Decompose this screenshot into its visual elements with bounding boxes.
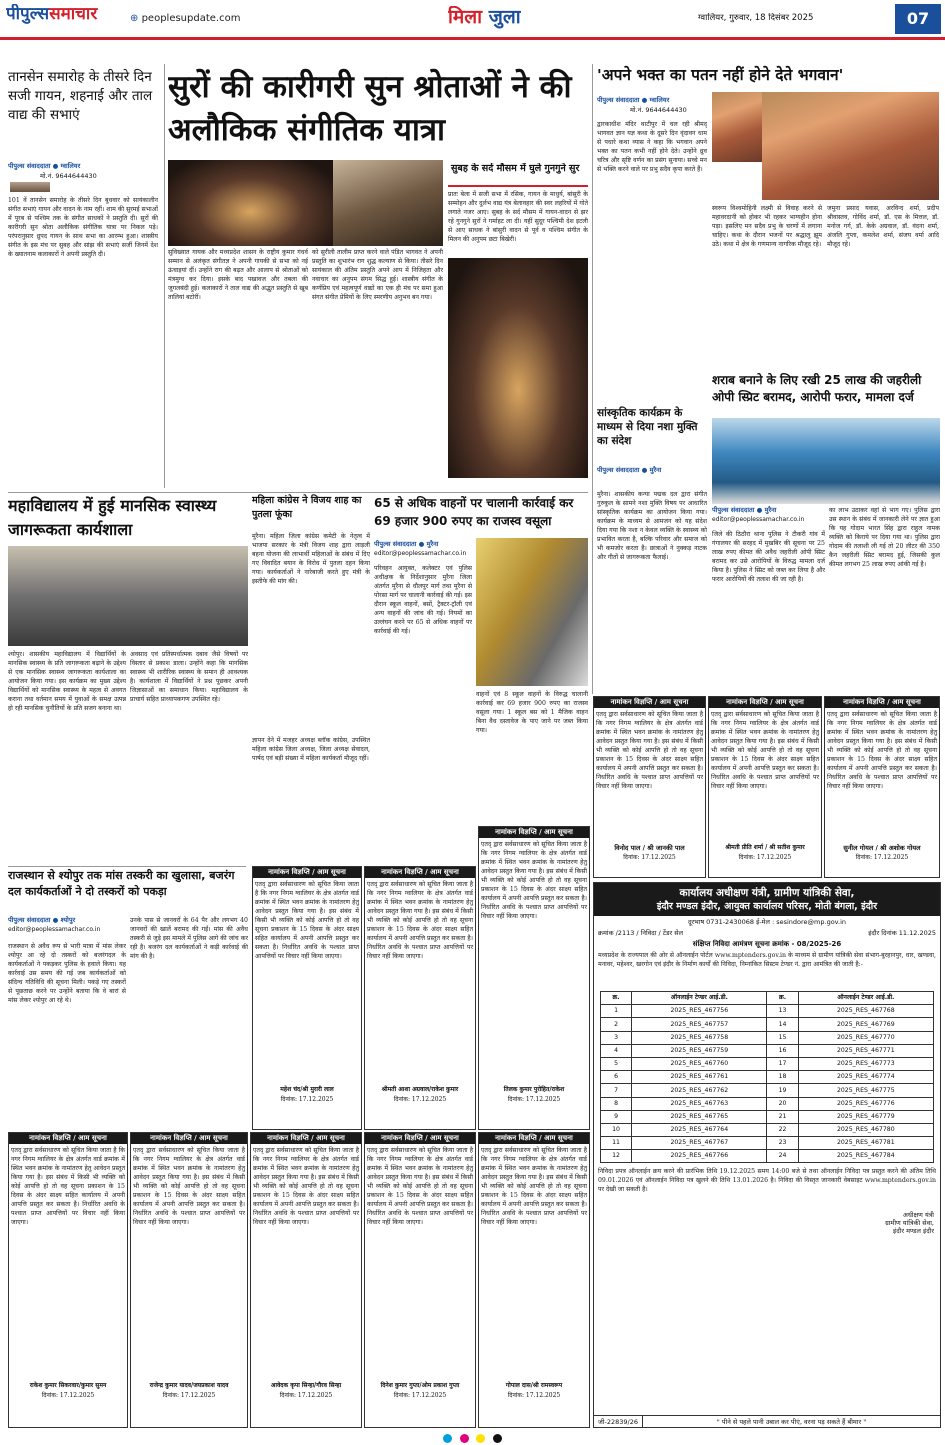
- tender-notice: [593, 882, 941, 1428]
- tender-cell: 2025_RES_467776: [798, 1097, 933, 1110]
- notice-text: एतद् द्वारा सर्वसाधारण को सूचित किया जाता है कि नगर निगम ग्वालियर के क्षेत्र अंतर्गत वार्ड क्रमांक में स्थित भवन क्रमांक के नामांतरण हेतु आवेदन प्रस्तुत किया गया है। इस संबंध में किसी भी व्यक्ति को कोई आपत्ति हो तो वह सूचना प्रकाशन के 15 दिवस के अंदर साक्ष्य सहित कार्यालय में अपनी आपत्ति प्रस्तुत कर सकता है। निर्धारित अवधि के पश्चात प्राप्त आपत्तियों पर विचार नहीं किया जाएगा।: [711, 711, 819, 790]
- tender-cell: 2025_RES_467758: [632, 1031, 767, 1044]
- tender-footer: निविदा प्रपत्र ऑनलाईन क्रय करने की प्रारंभिक तिथि 19.12.2025 समय 14:00 बजे से तथा ऑनलाईन निविदा पत्र प्रस्तुत करने की अंतिम तिथि 09.01.2026 एवं ऑनलाईन निविदा पत्र खुलने की तिथि 13.01.2026 है। निविदा की विस्तृत जानकारी वेबसाइट www.mptenders.gov.in पर देखी जा सकती है।: [598, 1168, 936, 1194]
- tender-cell: 23: [767, 1137, 798, 1150]
- vehicles-body: परिवहन आयुक्त, कलेक्टर एवं पुलिस अधीक्षक के निर्देशानुसार मुरैना जिला अंतर्गत मुरैना से धौलपुर मार्ग तथा मुरैना से पोरसा मार्ग पर चालानी कार्रवाई की गई। इस दौरान स्कूल वाहनों, बसों, ट्रैक्टर-ट्रॉली एवं अन्य वाहनों की जांच की गई। नियमों का उल्लंघन करने पर 65 से अधिक वाहनों पर कार्रवाई की गई।: [374, 565, 472, 635]
- tender-row: [601, 1137, 934, 1150]
- notice-signatory: श्रीमती आशा अग्रवाल/राकेश कुमार: [381, 1086, 459, 1093]
- notice-box: [252, 866, 362, 1130]
- notice-text: एतद् द्वारा सर्वसाधारण को सूचित किया जाता है कि नगर निगम ग्वालियर के क्षेत्र अंतर्गत वार्ड क्रमांक में स्थित भवन क्रमांक के नामांतरण हेतु आवेदन प्रस्तुत किया गया है। इस संबंध में किसी भी व्यक्ति को कोई आपत्ति हो तो वह सूचना प्रकाशन के 15 दिवस के अंदर साक्ष्य सहित कार्यालय में अपनी आपत्ति प्रस्तुत कर सकता है। निर्धारित अवधि के पश्चात प्राप्त आपत्तियों पर विचार नहीं किया जाएगा।: [367, 881, 473, 960]
- section-title: [448, 6, 521, 30]
- tender-cell: 5: [601, 1057, 632, 1070]
- notice-signatory: आवेदक कृपा सिन्हा/गौरव सिन्हा: [270, 1382, 342, 1389]
- tender-footer-bar: [594, 1415, 940, 1427]
- tender-intro: मध्यप्रदेश के राज्यपाल की ओर से ऑनलाईन पोर्टल www.mptenders.gov.in के माध्यम से ग्रामीण यांत्रिकी सेवा संभाग-बुरहानपुर, धार, खण्डवा, मनावर, महेश्वर, खरगोन एवं इंदौर के निर्माण कार्यों की निविदा, निम्नांकित सिस्टम टेण्डर नं. द्वारा आमंत्रित की जाती है:-: [598, 952, 936, 968]
- liquor-body: जिले की ठिठौरा थाना पुलिस ने टीकरी गांव में गंगालयर की सरहद में मुखबिर की सूचना पर 25 लाख रुपए कीमत की अवैध जहरीली ओपी स्प्रिट बरामद कर उसे आरोपियों के विरुद्ध मामला दर्ज किया है। पुलिस ने स्प्रिट को जब्त कर लिया है और फरार आरोपियों की तलाश की जा रही है।: [712, 531, 825, 583]
- tender-row: [601, 1150, 934, 1163]
- meat-body: राजस्थान से अवैध रूप से भारी मात्रा में मांस लेकर श्योपुर आ रहे दो तस्करों को बजरंगदल के कार्यकर्ताओं ने पकड़कर पुलिस के हवाले किया। यह कार्रवाई उस समय की गई जब कार्यकर्ताओं को संदिग्ध गतिविधि की सूचना मिली। पकड़े गए तस्करों से पूछताछ करने पर उन्होंने बताया कि वे बारां से मांस लेकर श्योपुर आ रहे थे।: [8, 943, 126, 1004]
- notice-date: दिनांक: 17.12.2025: [507, 1391, 561, 1399]
- notice-date: दिनांक: 17.12.2025: [41, 1391, 95, 1399]
- notice-text: एतद् द्वारा सर्वसाधारण को सूचित किया जाता है कि नगर निगम ग्वालियर के क्षेत्र अंतर्गत वार्ड क्रमांक में स्थित भवन क्रमांक के नामांतरण हेतु आवेदन प्रस्तुत किया गया है। इस संबंध में किसी भी व्यक्ति को कोई आपत्ति हो तो वह सूचना प्रकाशन के 15 दिवस के अंदर साक्ष्य सहित कार्यालय में अपनी आपत्ति प्रस्तुत कर सकता है। निर्धारित अवधि के पश्चात प्राप्त आपत्तियों पर विचार नहीं किया जाएगा।: [255, 881, 359, 960]
- tender-cell: 2025_RES_467780: [798, 1123, 933, 1136]
- yellow-mark-icon: [476, 1434, 485, 1443]
- tender-cell: 2025_RES_467767: [632, 1137, 767, 1150]
- liquor-body-2: का लाभ उठाकर वहां से भाग गए। पुलिस द्वारा उस स्थान के संबंध में जानकारी लेने पर ज्ञात हुआ कि यह गोदाम भारत सिंह द्वारा राहुल नामक व्यक्ति को किराये पर दिया गया था। पुलिस द्वारा गोदाम की तलाशी ली गई तो 20 लीटर की 350 कैन जहरीली स्प्रिट बरामद हुई, जिसकी कुल कीमत लगभग 25 लाख रुपए आंकी गई है।: [829, 507, 940, 568]
- notice-box: [593, 696, 706, 878]
- tender-cell: 2025_RES_467763: [632, 1097, 767, 1110]
- notice-box: [364, 1132, 476, 1428]
- divider: [8, 492, 588, 493]
- liquor-email[interactable]: editor@peoplessamachar.co.in: [712, 516, 805, 523]
- workshop-body-2: अवसाद एवं प्रतिस्पर्धात्मक दबाव जैसे विषयों पर विस्तार से प्रकाश डाला। उन्होंने कहा कि मानसिक स्वास्थ्य भी शारीरिक स्वास्थ्य के समान ही आवश्यक है। कार्यशाला में विद्यार्थियों ने प्रश्न पूछकर अपनी जिज्ञासाओं का समाधान किया। महाविद्यालय के प्राचार्य सहित प्राध्यापकगण उपस्थित रहे।: [130, 651, 248, 703]
- morning-continue: [448, 470, 588, 484]
- tender-header-row: [601, 992, 934, 1005]
- notice-text: एतद् द्वारा सर्वसाधारण को सूचित किया जाता है कि नगर निगम ग्वालियर के क्षेत्र अंतर्गत वार्ड क्रमांक में स्थित भवन क्रमांक के नामांतरण हेतु आवेदन प्रस्तुत किया गया है। इस संबंध में किसी भी व्यक्ति को कोई आपत्ति हो तो वह सूचना प्रकाशन के 15 दिवस के अंदर साक्ष्य सहित कार्यालय में अपनी आपत्ति प्रस्तुत कर सकता है। निर्धारित अवधि के पश्चात प्राप्त आपत्तियों पर विचार नहीं किया जाएगा।: [481, 841, 587, 920]
- morning-body: प्रातः बेला में सजी सभा में रसिक, गायन के माधुर्य, बांसुरी के सम्मोहन और दुर्लभ वाद्य यंत्र बेलावहार की स्वर लहरियों में गोते लगाते नजर आए। सुबह के सर्द मौसम में गायन-वादन से झर रहे गुनगुने सुरों ने गर्माहट ला दी। यहीं सुदूर पश्चिमी देश इटली से आए साधक ने बांसुरी वादन से पूर्व व पश्चिम संगीत के मिलन की अनुपम छटा बिखेरी।: [448, 191, 588, 243]
- notice-date: दिनांक: 17.12.2025: [623, 854, 676, 862]
- site-url[interactable]: [130, 13, 240, 26]
- tender-table-wrap: [594, 989, 940, 1165]
- tender-cell: 4: [601, 1044, 632, 1057]
- notice-box: [130, 1132, 248, 1428]
- notice-header: नामांकन विज्ञप्ति / आम सूचना: [479, 1133, 589, 1144]
- notice-date: दिनांक: 17.12.2025: [162, 1391, 216, 1399]
- notice-text: एतद् द्वारा सर्वसाधारण को सूचित किया जाता है कि नगर निगम ग्वालियर के क्षेत्र अंतर्गत वार्ड क्रमांक में स्थित भवन क्रमांक के नामांतरण हेतु आवेदन प्रस्तुत किया गया है। इस संबंध में किसी भी व्यक्ति को कोई आपत्ति हो तो वह सूचना प्रकाशन के 15 दिवस के अंदर साक्ष्य सहित कार्यालय में अपनी आपत्ति प्रस्तुत कर सकता है। निर्धारित अवधि के पश्चात प्राप्त आपत्तियों पर विचार नहीं किया जाएगा।: [133, 1147, 245, 1226]
- bhakt-body-2: स्वरूप विश्वमोहिनी लक्ष्मी से विवाह करने से महावरदानी को होकर भी रहकर भाग्यहीन होना पड़ा। इसलिए मन सदैव प्रभु के चरणों में लगाना चाहिए। कथा के दौरान भजनों पर श्रद्धालु झूम उठे। कथा में क्षेत्र के गणमान्य नागरिक मौजूद रहे।: [712, 205, 822, 248]
- section-part2: जुला: [488, 6, 521, 28]
- tender-cell: 2025_RES_467759: [632, 1044, 767, 1057]
- tender-cell: 2025_RES_467766: [632, 1150, 767, 1163]
- tender-cell: 2025_RES_467769: [798, 1018, 933, 1031]
- notice-signatory: गोपाल दास/श्री रामस्वरूप: [505, 1382, 563, 1389]
- notice-text: एतद् द्वारा सर्वसाधारण को सूचित किया जाता है कि नगर निगम ग्वालियर के क्षेत्र अंतर्गत वार्ड क्रमांक में स्थित भवन क्रमांक के नामांतरण हेतु आवेदन प्रस्तुत किया गया है। इस संबंध में किसी भी व्यक्ति को कोई आपत्ति हो तो वह सूचना प्रकाशन के 15 दिवस के अंदर साक्ष्य सहित कार्यालय में अपनी आपत्ति प्रस्तुत कर सकता है। निर्धारित अवधि के पश्चात प्राप्त आपत्तियों पर विचार नहीं किया जाएगा।: [253, 1147, 359, 1226]
- notice-signatory: राजेन्द्र कुमार यादव/जयप्रकाश यादव: [149, 1382, 229, 1389]
- notice-date: दिनांक: 17.12.2025: [393, 1095, 447, 1103]
- lead-body-3: को सुरीली तालीम प्राप्त करने वाले पंडित भागवत ने अपनी प्रस्तुति का शुभारंभ राग शुद्ध कल्याण से किया। तीसरे दिन सायंकाल की अंतिम प्रस्तुति अपने आप में निजिहता और नवाचार का अनुपम संगम सिद्ध हुई। शास्त्रीय संगीत के कर्णप्रिय एवं महत्वपूर्ण वाद्यों का एक ही मंच पर समा हुआ संगत संगीत प्रेमियों के लिए स्मरणीय अनुभव बन गया।: [312, 249, 443, 301]
- meat-byline: पीपुल्स संवाददाता ● श्योपुर: [8, 916, 76, 924]
- lead-body: 101 वें तानसेन समारोह के तीसरे दिन बुधवार को सायंकालीन संगीत सभाएं गायन और वादन के नाम रहीं। शाम की सुरमई सभाओं में पूरब से पश्चिम तक के संगीत साधकों ने प्रस्तुति दी। सुरों की कारीगरी सुन श्रोता अलौकिक संगीतिक यात्रा पर निकल पड़े। परंपरानुसार ध्रुपद गायन के साथ सभा का आरम्भ हुआ। शास्त्रीय संगीत के इस मंच पर सुबह और सांझ की सभाएं सजीं जिनमें देश के ख्यातनाम कलाकारों ने अपनी प्रस्तुति दी।: [8, 197, 158, 258]
- tender-title-bar: [594, 883, 940, 916]
- lead-body-2: सुविख्यात गायक और मध्यप्रदेश शासन के राष्ट्रीय कुमार गंधर्व सम्मान से अलंकृत संगीतज्ञ ने अपनी गायकी से सभा को नई ऊंचाइयां दीं। उन्होंने राग की बढ़त और आलाप से श्रोताओं को मंत्रमुग्ध कर दिया। इसके बाद पखावज और तबला की जुगलबंदी हुई। कलाकारों ने ताल वाद्य की अद्भुत प्रस्तुति से खूब तालियां बटोरीं।: [168, 249, 308, 301]
- tender-cell: 2025_RES_467756: [632, 1005, 767, 1018]
- lead-photo-instruments: [333, 160, 443, 246]
- notice-header: नामांकन विज्ञप्ति / आम सूचना: [365, 1133, 475, 1144]
- meat-headline: राजस्थान से श्योपुर तक मांस तस्करी का खुलासा, बजरंग दल कार्यकर्ताओं ने दो तस्करों को पकड़ा: [8, 869, 235, 898]
- cultural-byline: पीपुल्स संवाददाता ● मुरैना: [597, 466, 662, 474]
- notice-signatory: महेश चंद/श्री मुरारी लाल: [280, 1086, 334, 1093]
- tender-ref-date: इंदौर दिनांक 11.12.2025: [868, 929, 936, 938]
- morning-headline: सुबह के सर्द मौसम में घुले गुनगुने सुर: [448, 163, 588, 187]
- notice-header: नामांकन विज्ञप्ति / आम सूचना: [131, 1133, 247, 1144]
- tender-cell: 2025_RES_467761: [632, 1071, 767, 1084]
- notice-box: [708, 696, 822, 878]
- tender-cell: 2: [601, 1018, 632, 1031]
- tender-cell: 2025_RES_467771: [798, 1044, 933, 1057]
- meat-email[interactable]: editor@peoplessamachar.co.in: [8, 926, 101, 933]
- notice-box: [824, 696, 940, 878]
- tender-row: [601, 1123, 934, 1136]
- notice-header: नामांकन विज्ञप्ति / आम सूचना: [253, 867, 361, 878]
- tender-cell: 8: [601, 1097, 632, 1110]
- tender-cell: 2025_RES_467762: [632, 1084, 767, 1097]
- notice-text: एतद् द्वारा सर्वसाधारण को सूचित किया जाता है कि नगर निगम ग्वालियर के क्षेत्र अंतर्गत वार्ड क्रमांक में स्थित भवन क्रमांक के नामांतरण हेतु आवेदन प्रस्तुत किया गया है। इस संबंध में किसी भी व्यक्ति को कोई आपत्ति हो तो वह सूचना प्रकाशन के 15 दिवस के अंदर साक्ष्य सहित कार्यालय में अपनी आपत्ति प्रस्तुत कर सकता है। निर्धारित अवधि के पश्चात प्राप्त आपत्तियों पर विचार नहीं किया जाएगा।: [367, 1147, 473, 1226]
- column-rule: [164, 64, 165, 488]
- lead-kicker: तानसेन समारोह के तीसरे दिन सजी गायन, शहनाई और ताल वाद्य की सभाएं: [8, 69, 153, 123]
- vehicles-photo: [476, 538, 588, 686]
- tender-cell: 2025_RES_467784: [798, 1150, 933, 1163]
- tender-cell: 2025_RES_467765: [632, 1110, 767, 1123]
- tender-col-header: ऑनलाईन टेण्डर आई.डी.: [632, 992, 767, 1005]
- tender-cell: 10: [601, 1123, 632, 1136]
- liquor-headline: शराब बनाने के लिए रखी 25 लाख की जहरीली ओपी स्प्रिट बरामद, आरोपी फरार, मामला दर्ज: [712, 373, 922, 404]
- lead-photo-vocalist: [168, 160, 333, 246]
- notice-date: दिनांक: 17.12.2025: [507, 1095, 561, 1103]
- notice-header: नामांकन विज्ञप्ति / आम सूचना: [479, 827, 589, 838]
- tender-subtitle: इंदौर मण्डल इंदौर, आयुक्त कार्यालय परिसर, मोती बंगला, इंदौर: [656, 901, 878, 912]
- notice-text: एतद् द्वारा सर्वसाधारण को सूचित किया जाता है कि नगर निगम ग्वालियर के क्षेत्र अंतर्गत वार्ड क्रमांक में स्थित भवन क्रमांक के नामांतरण हेतु आवेदन प्रस्तुत किया गया है। इस संबंध में किसी भी व्यक्ति को कोई आपत्ति हो तो वह सूचना प्रकाशन के 15 दिवस के अंदर साक्ष्य सहित कार्यालय में अपनी आपत्ति प्रस्तुत कर सकता है। निर्धारित अवधि के पश्चात प्राप्त आपत्तियों पर विचार नहीं किया जाएगा।: [481, 1147, 587, 1226]
- tender-notice-title: संक्षिप्त निविदा आमंत्रण सूचना क्रमांक - 08/2025-26: [692, 940, 842, 949]
- notice-header: नामांकन विज्ञप्ति / आम सूचना: [251, 1133, 361, 1144]
- notice-text: एतद् द्वारा सर्वसाधारण को सूचित किया जाता है कि नगर निगम ग्वालियर के क्षेत्र अंतर्गत वार्ड क्रमांक में स्थित भवन क्रमांक के नामांतरण हेतु आवेदन प्रस्तुत किया गया है। इस संबंध में किसी भी व्यक्ति को कोई आपत्ति हो तो वह सूचना प्रकाशन के 15 दिवस के अंदर साक्ष्य सहित कार्यालय में अपनी आपत्ति प्रस्तुत कर सकता है। निर्धारित अवधि के पश्चात प्राप्त आपत्तियों पर विचार नहीं किया जाएगा।: [827, 711, 937, 790]
- notice-box: [478, 1132, 590, 1428]
- tender-cell: 2025_RES_467764: [632, 1123, 767, 1136]
- notice-date: दिनांक: 17.12.2025: [280, 1095, 334, 1103]
- notice-header: नामांकन विज्ञप्ति / आम सूचना: [365, 867, 475, 878]
- vehicles-headline: 65 से अधिक वाहनों पर चालानी कार्रवाई कर 69 हजार 900 रुपए का राजस्व वसूला: [374, 496, 574, 528]
- bhakt-body: द्वारकाधीश मंदिर थाटीपुर में चल रही श्रीमद् भागवत ज्ञान यज्ञ कथा के दूसरे दिन वृंदावन धाम से पधारे कथा व्यास ने कहा कि भगवान अपने भक्त का पतन कभी नहीं होने देते। उन्होंने ध्रुव चरित्र और सृष्टि वर्णन का प्रसंग सुनाया। सच्चे मन से भक्ति करने वाले पर प्रभु सदैव कृपा करते हैं।: [597, 121, 707, 173]
- tender-title: कार्यालय अधीक्षण यंत्री, ग्रामीण यांत्रिकी सेवा,: [679, 887, 855, 899]
- notice-text: एतद् द्वारा सर्वसाधारण को सूचित किया जाता है कि नगर निगम ग्वालियर के क्षेत्र अंतर्गत वार्ड क्रमांक में स्थित भवन क्रमांक के नामांतरण हेतु आवेदन प्रस्तुत किया गया है। इस संबंध में किसी भी व्यक्ति को कोई आपत्ति हो तो वह सूचना प्रकाशन के 15 दिवस के अंदर साक्ष्य सहित कार्यालय में अपनी आपत्ति प्रस्तुत कर सकता है। निर्धारित अवधि के पश्चात प्राप्त आपत्तियों पर विचार नहीं किया जाएगा।: [11, 1147, 125, 1226]
- bhakt-phone: मो.नं. 9644644430: [630, 106, 687, 114]
- notice-signatory: राकेश कुमार सिकरवार/कुमार सुमन: [29, 1382, 107, 1389]
- vehicles-body-2: वाहनों एवं 8 स्कूल वाहनों के विरुद्ध चालानी कार्रवाई कर 69 हजार 900 रुपए का राजस्व वसूला गया। 1 स्कूल बस को 1 मैजिक वाहन बिना वैध दस्तावेज के पाए जाने पर जब्त किया गया।: [476, 691, 588, 734]
- tender-table-body: [601, 1005, 934, 1163]
- tender-cell: 2025_RES_467768: [798, 1005, 933, 1018]
- notice-signatory: श्रीमती प्रीति शर्मा / श्री सतीश कुमार: [725, 844, 805, 851]
- notice-signatory: दिनेश कुमार गुप्ता/ओम प्रकाश गुप्ता: [380, 1382, 460, 1389]
- tender-row: [601, 1031, 934, 1044]
- tender-cell: 1: [601, 1005, 632, 1018]
- notice-signatory: सुनील गोयल / श्री अशोक गोयल: [843, 844, 921, 852]
- tender-cell: 21: [767, 1110, 798, 1123]
- tender-cell: 2025_RES_467779: [798, 1110, 933, 1123]
- tender-cell: 22: [767, 1123, 798, 1136]
- column-rule: [592, 64, 593, 694]
- tender-signature: अधीक्षण यंत्री ग्रामीण यांत्रिकी सेवा, इंदौर मण्डल इंदौर: [885, 1211, 934, 1236]
- notice-text: एतद् द्वारा सर्वसाधारण को सूचित किया जाता है कि नगर निगम ग्वालियर के क्षेत्र अंतर्गत वार्ड क्रमांक में स्थित भवन क्रमांक के नामांतरण हेतु आवेदन प्रस्तुत किया गया है। इस संबंध में किसी भी व्यक्ति को कोई आपत्ति हो तो वह सूचना प्रकाशन के 15 दिवस के अंदर साक्ष्य सहित कार्यालय में अपनी आपत्ति प्रस्तुत कर सकता है। निर्धारित अवधि के पश्चात प्राप्त आपत्तियों पर विचार नहीं किया जाएगा।: [596, 711, 703, 790]
- bhakt-photo-crowd: [762, 92, 939, 200]
- notice-signatory: तिलक कुमार पुरोहित/राकेश: [503, 1086, 565, 1093]
- congress-headline: महिला कांग्रेस ने विजय शाह का पुतला फूंका: [252, 495, 362, 520]
- notice-box: [8, 1132, 128, 1428]
- tender-cell: 13: [767, 1005, 798, 1018]
- bhakt-headline: 'अपने भक्त का पतन नहीं होने देते भगवान': [597, 66, 844, 84]
- tender-cell: 18: [767, 1071, 798, 1084]
- tender-ref: क्रमांक /2113 / निविदा / टेंडर सेल: [598, 929, 683, 938]
- divider: [8, 866, 246, 867]
- vehicles-byline: पीपुल्स संवाददाता ● मुरैना: [374, 540, 439, 548]
- tender-row: [601, 1005, 934, 1018]
- brand-logo[interactable]: [6, 4, 126, 34]
- tender-row: [601, 1044, 934, 1057]
- tender-row: [601, 1097, 934, 1110]
- notice-box: [478, 826, 590, 1130]
- notice-date: दिनांक: 17.12.2025: [279, 1391, 333, 1399]
- tender-slogan: " पीने से पहले पानी उबाल कर पीएं, वरना पड़ सकते हैं बीमार ": [716, 1418, 867, 1426]
- tender-row: [601, 1110, 934, 1123]
- tender-row: [601, 1057, 934, 1070]
- tender-ref-row: [594, 928, 940, 938]
- tender-col-header: ऑनलाईन टेण्डर आई.डी.: [798, 992, 933, 1005]
- tender-row: [601, 1071, 934, 1084]
- lead-byline: पीपुल्स संवाददाता ● ग्वालियर: [8, 162, 81, 170]
- liquor-photo: [712, 418, 940, 504]
- tender-cell: 3: [601, 1031, 632, 1044]
- tender-cell: 2025_RES_467760: [632, 1057, 767, 1070]
- congress-body-2: ज्ञापन देने में मजहर अध्यक्ष ब्लॉक कांग्रेस, उपस्थित महिला कांग्रेस जिला अध्यक्ष, जिला अध्यक्ष सेवादल, पार्षद एवं बड़ी संख्या में महिला कार्यकर्ता मौजूद रहीं।: [252, 737, 370, 762]
- notice-header: नामांकन विज्ञप्ति / आम सूचना: [9, 1133, 127, 1144]
- tender-cell: 2025_RES_467757: [632, 1018, 767, 1031]
- notice-box: [250, 1132, 362, 1428]
- lead-headline: सुरों की कारीगरी सुन श्रोताओं ने की अलौकिक संगीतिक यात्रा: [168, 69, 572, 148]
- meat-body-2: उनके पास से जानवरों के 64 पैर और लगभग 40 जानवरों की खालें बरामद की गईं। मांस की अवैध तस्करी से जुड़े इस मामले में पुलिस आगे की जांच कर रही है। बजरंग दल कार्यकर्ताओं ने कड़ी कार्रवाई की मांग की है।: [130, 917, 248, 960]
- tender-cell: 24: [767, 1150, 798, 1163]
- masthead: [0, 0, 945, 40]
- notice-date: दिनांक: 17.12.2025: [855, 854, 909, 862]
- tender-cell: 2025_RES_467781: [798, 1137, 933, 1150]
- tender-cell: 16: [767, 1044, 798, 1057]
- bhakt-attendees: जमुना प्रसाद यवास, अरविन्द शर्मा, प्रदीप श्रीवास्तव, गोविंद शर्मा, डॉ. एस के मित्तल, डॉ. मनोज गर्ग, डॉ. केके अग्रवाल, डॉ. वंदना शर्मा, अंजलि गुप्ता, कमलेश शर्मा, संजय वर्मा आदि मौजूद रहे।: [827, 205, 939, 248]
- congress-body: मुरैना। महिला जिला कांग्रेस कमेटी के नेतृत्व में भाजपा सरकार के मंत्री विजय शाह द्वारा लाड़ली बहना योजना की लाभार्थी महिलाओं के संबंध में दिए गए विवादित बयान के विरोध में पुतला दहन किया गया। कार्यकर्ताओं ने नारेबाजी करते हुए मंत्री के इस्तीफे की मांग की।: [252, 533, 370, 585]
- morning-stage-photo: [448, 258, 588, 478]
- notice-header: नामांकन विज्ञप्ति / आम सूचना: [709, 697, 821, 708]
- vehicles-email[interactable]: editor@peoplessamachar.co.in: [374, 550, 467, 557]
- cultural-headline: सांस्कृतिक कार्यक्रम के माध्यम से दिया नशा मुक्ति का संदेश: [597, 407, 698, 447]
- tender-cell: 2025_RES_467770: [798, 1031, 933, 1044]
- workshop-headline: महाविद्यालय में हुई मानसिक स्वास्थ्य जागरूकता कार्यशाला: [8, 496, 217, 539]
- tender-cell: 12: [601, 1150, 632, 1163]
- tender-footer-ref: जी-22839/26: [594, 1416, 643, 1427]
- tender-cell: 2025_RES_467774: [798, 1071, 933, 1084]
- section-part1: मिला: [448, 6, 483, 28]
- tender-cell: 6: [601, 1071, 632, 1084]
- lead-phone: मो.नं. 9644644430: [40, 172, 97, 180]
- site-url-text: peoplesupdate.com: [141, 13, 241, 24]
- tender-cell: 11: [601, 1137, 632, 1150]
- magenta-mark-icon: [460, 1434, 469, 1443]
- notice-date: दिनांक: 17.12.2025: [393, 1391, 447, 1399]
- tender-cell: 9: [601, 1110, 632, 1123]
- tender-cell: 14: [767, 1018, 798, 1031]
- dateline: ग्वालियर, गुरुवार, 18 दिसंबर 2025: [698, 13, 814, 23]
- notice-date: दिनांक: 17.12.2025: [738, 853, 792, 861]
- tender-cell: 17: [767, 1057, 798, 1070]
- notice-header: नामांकन विज्ञप्ति / आम सूचना: [594, 697, 705, 708]
- tender-cell: 15: [767, 1031, 798, 1044]
- brand-part2: समाचार: [49, 4, 98, 24]
- cultural-body: मुरैना। शासकीय कन्या पद्मक दल द्वारा संगीत गुरुकुल के सामने नशा मुक्ति विषय पर आधारित सांस्कृतिक कार्यक्रम का आयोजन किया गया। कार्यक्रम के माध्यम से आमजन को यह संदेश दिया गया कि नशा न केवल व्यक्ति के स्वास्थ्य को प्रभावित करता है, बल्कि परिवार और समाज को भी कमजोर करता है। छात्राओं ने नुक्कड़ नाटक और गीतों से जागरूकता फैलाई।: [597, 491, 707, 561]
- tender-cell: 2025_RES_467773: [798, 1057, 933, 1070]
- globe-icon: ⊕: [130, 13, 139, 24]
- tender-col-header: क्र.: [601, 992, 632, 1005]
- workshop-body: श्योपुर। शासकीय महाविद्यालय में विद्यार्थियों के मानसिक स्वास्थ्य के प्रति जागरूकता बढ़ाने के उद्देश्य से एक मानसिक स्वास्थ्य जागरूकता कार्यशाला का आयोजन किया गया। इस कार्यक्रम का मुख्य उद्देश्य विद्यार्थियों को मानसिक स्वास्थ्य के महत्व से अवगत कराना तथा वर्तमान समय में युवाओं के समक्ष उत्पन्न हो रही मानसिक चुनौतियों के प्रति सजग बनाना था।: [8, 651, 126, 712]
- bhakt-byline: पीपुल्स संवाददाता ● ग्वालियर: [597, 96, 670, 104]
- tender-row: [601, 1084, 934, 1097]
- bhakt-photo-priest: [712, 92, 762, 162]
- brand-part1: पीपुल्स: [6, 4, 50, 24]
- tender-cell: 19: [767, 1084, 798, 1097]
- tender-col-header: क्र.: [767, 992, 798, 1005]
- tender-phone: दूरभाष 0731-2430068 ई-मेल : sesindore@mp.gov.in: [687, 918, 847, 926]
- black-mark-icon: [493, 1434, 502, 1443]
- page-number: 07: [895, 4, 941, 34]
- printer-marks: [0, 1432, 945, 1445]
- notice-box: [364, 866, 476, 1130]
- notice-signatory: विनोद पाल / श्री जानकी पाल: [614, 844, 685, 852]
- tender-cell: 20: [767, 1097, 798, 1110]
- tender-table: [600, 991, 934, 1163]
- liquor-byline: पीपुल्स संवाददाता ● मुरैना: [712, 506, 777, 514]
- workshop-photo: [8, 546, 248, 646]
- notice-header: नामांकन विज्ञप्ति / आम सूचना: [825, 697, 939, 708]
- tender-cell: 7: [601, 1084, 632, 1097]
- tender-row: [601, 1018, 934, 1031]
- tender-cell: 2025_RES_467775: [798, 1084, 933, 1097]
- reporter-photo: [10, 182, 50, 192]
- cyan-mark-icon: [443, 1434, 452, 1443]
